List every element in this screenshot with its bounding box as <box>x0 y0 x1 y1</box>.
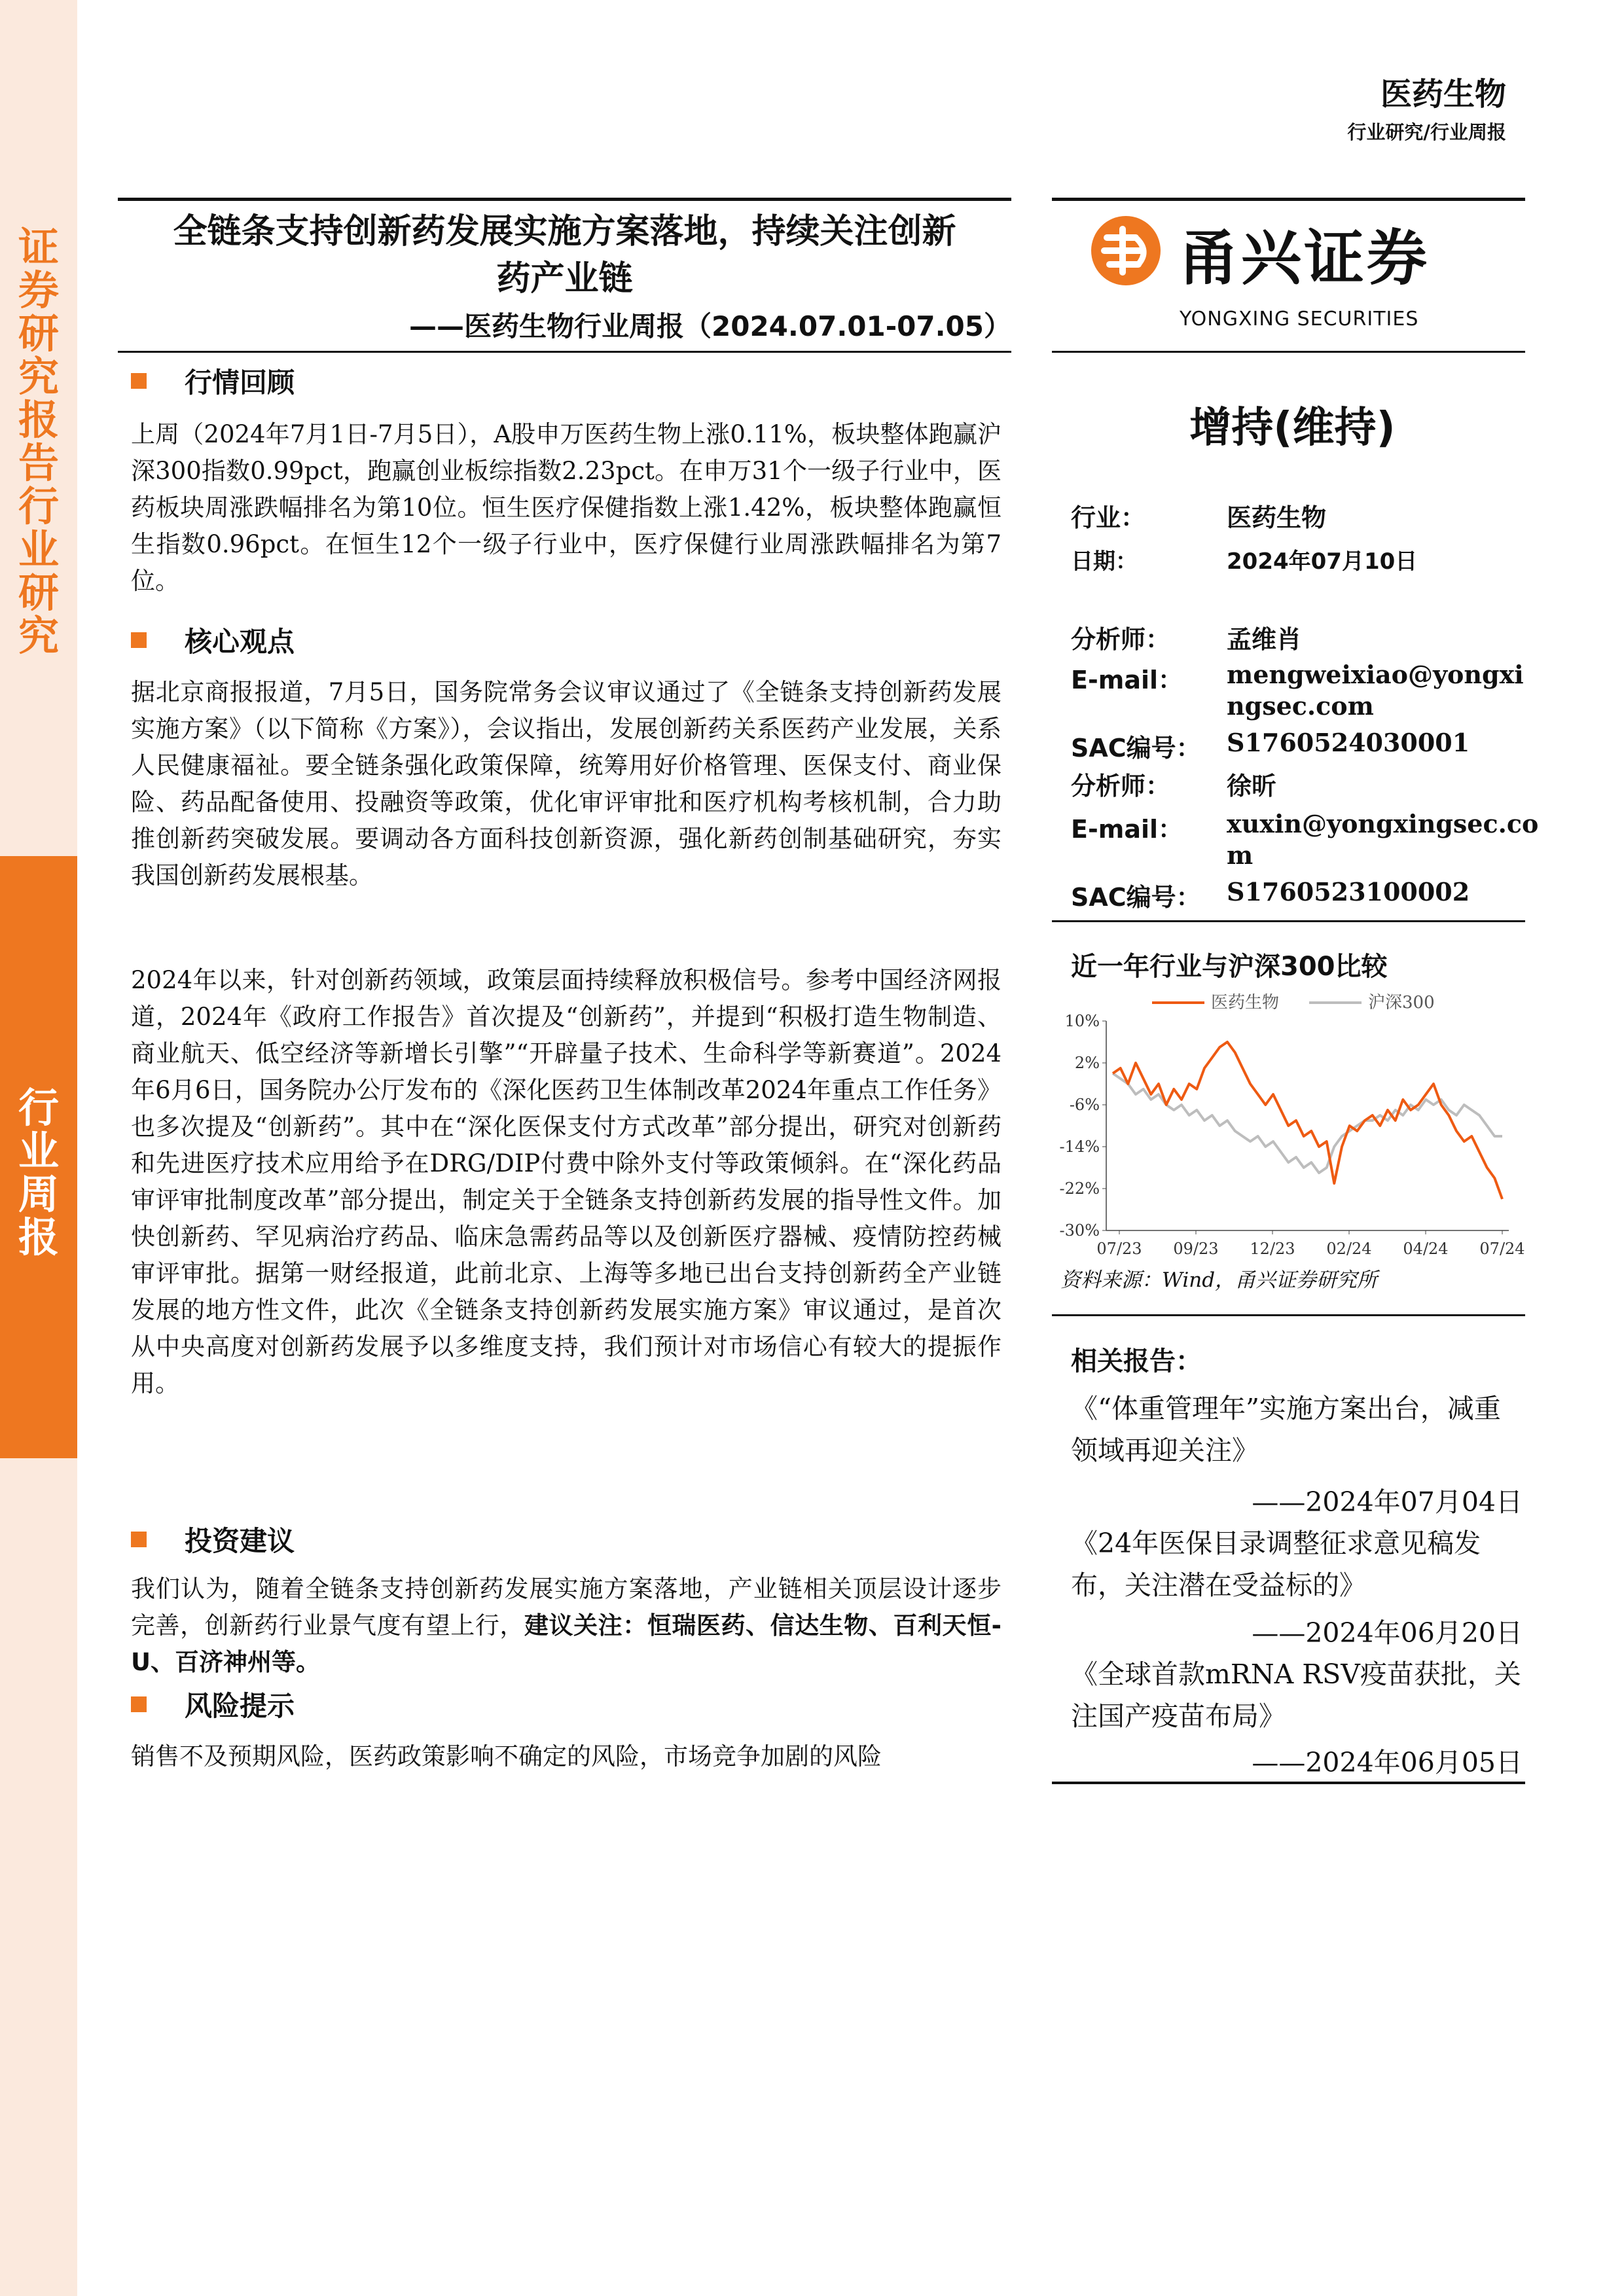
header-category: 医药生物 <box>1380 76 1506 113</box>
report-title-line1: 全链条支持创新药发展实施方案落地，持续关注创新 <box>173 212 956 251</box>
related-report-title[interactable]: 《24年医保目录调整征求意见稿发布，关注潜在受益标的》 <box>1071 1528 1481 1601</box>
x-tick-label: 02/24 <box>1326 1240 1372 1258</box>
email1-line1: mengweixiao@yongxi <box>1227 660 1524 689</box>
related-report-date: ——2024年07月04日 <box>1252 1486 1523 1518</box>
related-report-date: ——2024年06月05日 <box>1252 1747 1523 1778</box>
series-line-csi300 <box>1113 1073 1502 1173</box>
analyst2-name: 徐昕 <box>1227 772 1277 800</box>
sac2-value: S1760523100002 <box>1227 877 1470 906</box>
title-top-rule <box>118 198 1011 201</box>
section-heading-risk <box>131 1685 295 1724</box>
sac1-label: SAC编号： <box>1071 734 1201 762</box>
y-tick-label: -6% <box>1069 1096 1100 1114</box>
side-label-weekly: 行业周报 <box>18 1084 59 1261</box>
y-tick-label: -30% <box>1059 1221 1100 1240</box>
risk-text: 销售不及预期风险，医药政策影响不确定的风险，市场竞争加剧的风险 <box>131 1742 882 1770</box>
related-report-title[interactable]: 《“体重管理年”实施方案出台，减重领域再迎关注》 <box>1071 1393 1501 1466</box>
sac2-label: SAC编号： <box>1071 883 1201 912</box>
performance-chart <box>1054 988 1525 1263</box>
investment-picks: 建议关注：恒瑞医药、信达生物、百利天恒-U、百济神州等。 <box>131 1611 1002 1676</box>
title-bottom-rule <box>118 351 1011 353</box>
brand-logo-icon <box>1090 215 1162 287</box>
date-label: 日期： <box>1071 548 1138 575</box>
bullet-square-icon <box>131 1696 147 1712</box>
related-report-date: ——2024年06月20日 <box>1252 1617 1523 1649</box>
x-tick-label: 09/23 <box>1173 1240 1219 1258</box>
legend-label: 医药生物 <box>1211 993 1280 1013</box>
x-tick-label: 04/24 <box>1403 1240 1449 1258</box>
section-title: 核心观点 <box>185 626 295 658</box>
section-title: 风险提示 <box>185 1690 295 1722</box>
industry-label: 行业： <box>1071 503 1146 532</box>
investment-body: 我们认为，随着全链条支持创新药发展实施方案落地，产业链相关顶层设计逐步完善，创新药行业景气度有望上行， <box>131 1575 1001 1640</box>
email1-line2: ngsec.com <box>1227 691 1374 721</box>
x-tick-label: 12/23 <box>1250 1240 1295 1258</box>
analyst1-name: 孟维肖 <box>1227 625 1302 654</box>
header-subcategory: 行业研究/行业周报 <box>1347 121 1506 143</box>
related-report-title[interactable]: 《全球首款mRNA RSV疫苗获批，关注国产疫苗布局》 <box>1071 1659 1521 1732</box>
x-tick-label: 07/23 <box>1096 1240 1142 1258</box>
brand-name-cn: 甬兴证券 <box>1178 223 1430 293</box>
y-tick-label: -14% <box>1059 1138 1100 1156</box>
section-title: 行情回顾 <box>185 367 295 399</box>
email2-line2: m <box>1227 840 1254 870</box>
section-heading-investment <box>131 1520 295 1559</box>
right-bottom-rule <box>1052 1782 1525 1784</box>
series-line-pharma <box>1113 1042 1502 1199</box>
core-view-paragraph-1: 据北京商报报道，7月5日，国务院常务会议审议通过了《全链条支持创新药发展实施方案》（以下简称《方案》），会议指出，发展创新药关系医药产业发展，关系人民健康福祉。要全链条强化政策保障，统筹用好价格管理、医保支付、商业保险、药品配备使用、投融资等政策，优化审评审批和医疗机构考核机制，合力助推创新药突破发展。要调动各方面科技创新资源，强化新药创制基础研究，夯实我国创新药发展根基。 <box>131 678 1001 889</box>
section-heading-market-review <box>131 361 295 401</box>
email2-line1: xuxin@yongxingsec.co <box>1227 809 1539 838</box>
y-tick-label: 10% <box>1064 1012 1100 1030</box>
x-tick-label: 07/24 <box>1479 1240 1525 1258</box>
analyst2-label: 分析师： <box>1071 772 1171 800</box>
bullet-square-icon <box>131 373 147 389</box>
report-subtitle: ——医药生物行业周报（2024.07.01-07.05） <box>409 310 1011 342</box>
email2-label: E-mail： <box>1071 815 1183 844</box>
chart-title: 近一年行业与沪深300比较 <box>1071 952 1388 982</box>
sac1-value: S1760524030001 <box>1227 728 1470 757</box>
section-heading-core-view <box>131 620 295 660</box>
industry-value: 医药生物 <box>1227 503 1327 532</box>
legend-label: 沪深300 <box>1368 993 1435 1013</box>
related-reports-label: 相关报告： <box>1071 1346 1202 1376</box>
section-title: 投资建议 <box>185 1525 295 1557</box>
date-value: 2024年07月10日 <box>1227 548 1418 575</box>
y-tick-label: 2% <box>1074 1054 1100 1072</box>
right-info-rule <box>1052 920 1525 922</box>
chart-source: 资料来源：Wind，甬兴证券研究所 <box>1060 1268 1378 1292</box>
bullet-square-icon <box>131 632 147 648</box>
rating: 增持(维持) <box>1189 404 1396 452</box>
side-label-report-type: 证券研究报告 行业研究 <box>18 223 59 660</box>
brand-name-en: YONGXING SECURITIES <box>1180 308 1419 331</box>
right-logo-rule <box>1052 351 1525 353</box>
y-tick-label: -22% <box>1059 1179 1100 1198</box>
market-review-text: 上周（2024年7月1日-7月5日），A股申万医药生物上涨0.11%，板块整体跑赢沪深300指数0.99pct，跑赢创业板综指数2.23pct。在申万31个一级子行业中，医药板块周涨跌幅排名为第10位。恒生医疗保健指数上涨1.42%，板块整体跑赢恒生指数0.96pct。在恒生12个一级子行业中，医疗保健行业周涨跌幅排名为第7位。 <box>131 420 1001 595</box>
investment-text <box>131 1571 1001 1681</box>
report-title-line2: 药产业链 <box>496 259 633 298</box>
bullet-square-icon <box>131 1532 147 1547</box>
analyst1-label: 分析师： <box>1071 625 1171 654</box>
right-top-rule <box>1052 198 1525 201</box>
core-view-paragraph-2: 2024年以来，针对创新药领域，政策层面持续释放积极信号。参考中国经济网报道，2024年《政府工作报告》首次提及“创新药”，并提到“积极打造生物制造、商业航天、低空经济等新增长引擎”“开辟量子技术、生命科学等新赛道”。2024年6月6日，国务院办公厅发布的《深化医药卫生体制改革2024年重点工作任务》也多次提及“创新药”。其中在“深化医保支付方式改革”部分提出，研究对创新药和先进医疗技术应用给予在DRG/DIP付费中除外支付等政策倾斜。在“深化药品审评审批制度改革”部分提出，制定关于全链条支持创新药发展的指导性文件。加快创新药、罕见病治疗药品、临床急需药品等以及创新医疗器械、疫情防控药械审评审批。据第一财经报道，此前北京、上海等多地已出台支持创新药全产业链发展的地方性文件，此次《全链条支持创新药发展实施方案》审议通过，是首次从中央高度对创新药发展予以多维度支持，我们预计对市场信心有较大的提振作用。 <box>131 966 1001 1397</box>
email1-label: E-mail： <box>1071 666 1183 694</box>
report-title <box>118 208 1011 302</box>
right-chart-rule <box>1052 1314 1525 1316</box>
